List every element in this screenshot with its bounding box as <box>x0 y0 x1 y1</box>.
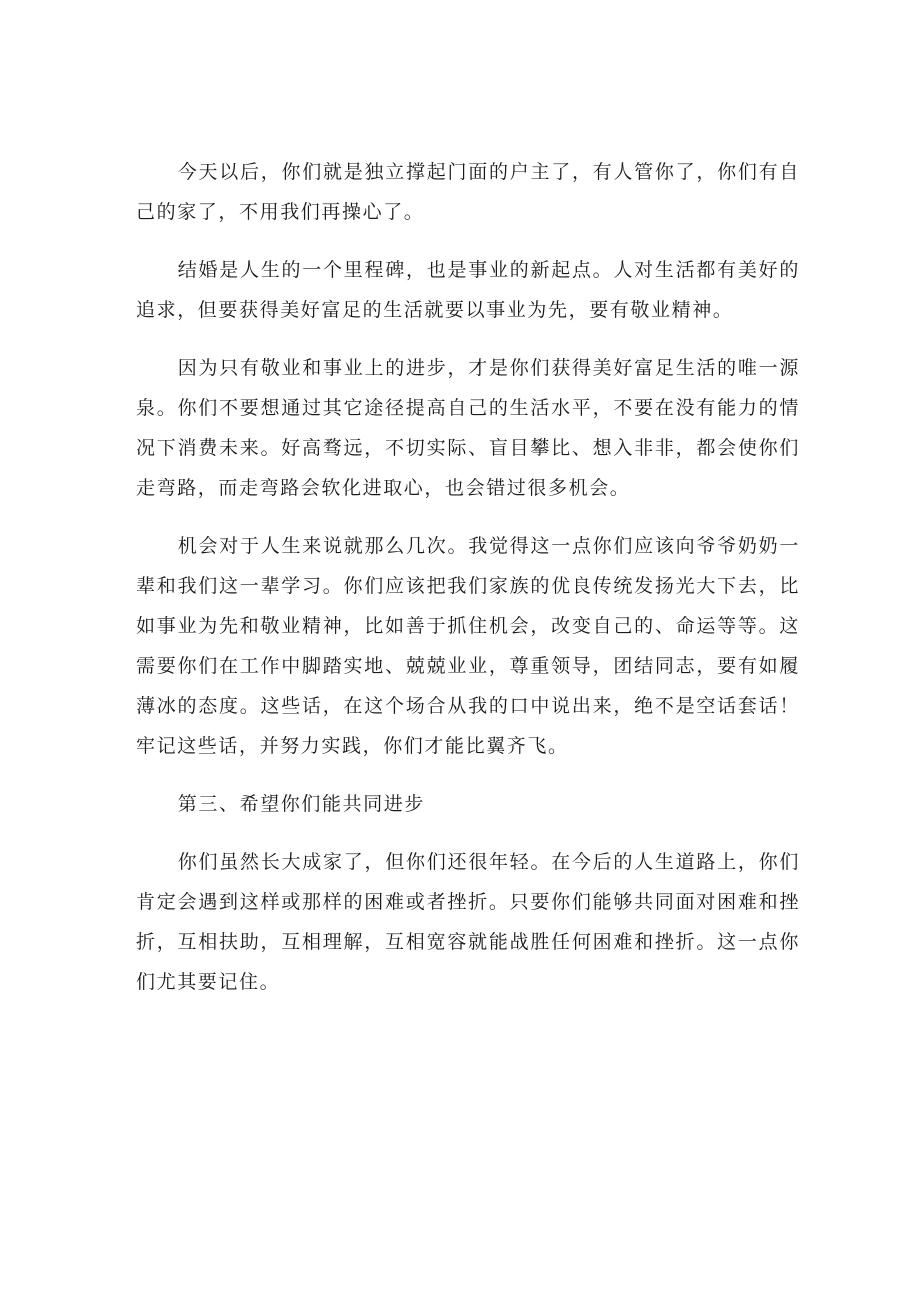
paragraph-2: 结婚是人生的一个里程碑，也是事业的新起点。人对生活都有美好的追求，但要获得美好富足的生活就要以事业为先，要有敬业精神。 <box>136 259 800 321</box>
paragraph-1: 今天以后，你们就是独立撑起门面的户主了，有人管你了，你们有自己的家了，不用我们再操心了。 <box>136 161 800 223</box>
paragraph-3: 因为只有敬业和事业上的进步，才是你们获得美好富足生活的唯一源泉。你们不要想通过其它途径提高自己的生活水平，不要在没有能力的情况下消费未来。好高骛远，不切实际、盲目攀比、想入非非，都会使你们走弯路，而走弯路会软化进取心，也会错过很多机会。 <box>136 357 800 499</box>
paragraph-5: 你们虽然长大成家了，但你们还很年轻。在今后的人生道路上，你们肯定会遇到这样或那样的困难或者挫折。只要你们能够共同面对困难和挫折，互相扶助，互相理解，互相宽容就能战胜任何困难和挫折。这一点你们尤其要记住。 <box>136 851 800 993</box>
section-heading: 第三、希望你们能共同进步 <box>177 793 425 815</box>
document-body <box>136 152 800 1020</box>
paragraph-4: 机会对于人生来说就那么几次。我觉得这一点你们应该向爷爷奶奶一辈和我们这一辈学习。你们应该把我们家族的优良传统发扬光大下去，比如事业为先和敬业精神，比如善于抓住机会，改变自己的、命运等等。这需要你们在工作中脚踏实地、兢兢业业，尊重领导，团结同志，要有如履薄冰的态度。这些话，在这个场合从我的口中说出来，绝不是空话套话！牢记这些话，并努力实践，你们才能比翼齐飞。 <box>136 535 800 757</box>
